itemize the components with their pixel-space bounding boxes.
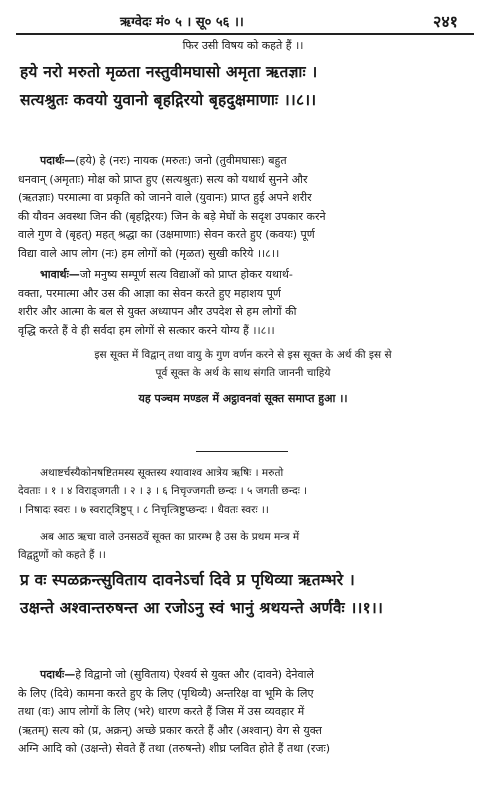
intro-line: विद्वद्गुणों को कहते हैं ।।: [18, 549, 106, 561]
page-number: २४१: [433, 12, 458, 31]
bhavartha-line: वक्ता, परमात्मा और उस की आज्ञा का सेवन करते हुए महाशय पूर्ण: [18, 286, 281, 300]
section2-mantra: [20, 568, 470, 620]
section1-padartha: [18, 152, 468, 264]
header-rule: [16, 33, 474, 35]
padartha-line: (ऋतम्) सत्य को (प्र, अक्रन्) अच्छे प्रकार करते हैं और (अश्वान्) वेग से युक्त: [18, 723, 322, 737]
padartha-label: पदार्थः—: [40, 668, 76, 681]
meta-line: । निषादः स्वरः । ७ स्वराट्त्रिष्टुप् । ८ निचृत्त्रिष्टुप्छन्दः । धैवतः स्वरः ।।: [18, 503, 269, 516]
padartha-line: के लिए (दिवे) कामना करते हुए के लिए (पृथिव्यै) अन्तरिक्ष वा भूमि के लिए: [18, 686, 314, 700]
mantra-line: प्र वः स्पळक्रन्त्सुविताय दावनेऽर्चा दिवे प्र पृथिव्या ऋतम्भरे ।: [20, 571, 355, 589]
mantra-line: सत्यश्रुतः कवयो युवानो बृहद्गिरयो बृहदुक्षमाणाः ।।८।।: [20, 91, 317, 109]
section2-intro: [18, 528, 468, 564]
intro-line: अब आठ ऋचा वाले उनसठवें सूक्त का प्रारम्भ है उस के प्रथम मन्त्र में: [40, 531, 300, 543]
padartha-line: तथा (वः) आप लोगों के लिए (भरे) धारण करते हैं जिस में उस व्यवहार में: [18, 705, 305, 719]
section1-intro: फिर उसी विषय को कहते हैं ।।: [182, 39, 304, 52]
mantra-line: हये नरो मरुतो मृळता नस्तुवीमघासो अमृता ऋतज्ञाः ।: [20, 63, 318, 81]
page-header: [0, 8, 484, 34]
padartha-line: विद्या वाले आप लोग (नः) हम लोगों को (मृळत) सुखी करिये ।।८।।: [18, 246, 280, 260]
padartha-line: पदार्थः—(हये) हे (नरः) नायक (मरुतः) जनो (तुवीमघासः) बहुत: [40, 154, 287, 167]
padartha-line: की यौवन अवस्था जिन की (बृहद्गिरयः) जिन के बड़े मेघों के सदृश उपकार करने: [18, 209, 326, 223]
section2-metadata: [18, 464, 468, 519]
padartha-line: वाले गुण वे (बृहत्) महत् श्रद्धा का (उक्षमाणाः) सेवन करते हुए (कवयः) पूर्ण: [18, 228, 315, 242]
bhavartha-line: वृद्धि करते हैं वे ही सर्वदा हम लोगों से सत्कार करने योग्य हैं ।।८।।: [18, 323, 275, 337]
padartha-label: पदार्थः—: [40, 154, 76, 167]
bhavartha-label: भावार्थः—: [40, 268, 80, 281]
padartha-line: पदार्थः—हे विद्वानो जो (सुविताय) ऐश्वर्य से युक्त और (दावने) देनेवाले: [40, 668, 314, 681]
bhavartha-line: शरीर और आत्मा के बल से युक्त अध्यापन और उपदेश से हम लोगों की: [18, 305, 297, 319]
mantra-line: उक्षन्ते अश्वान्तरुषन्त आ रजोऽनु स्वं भानुं श्रथयन्ते अर्णवैः ।।१।।: [20, 599, 384, 617]
padartha-line: (ऋतज्ञाः) परमात्मा वा प्रकृति को जानने वाले (युवानः) प्राप्त हुई अपने शरीर: [18, 191, 312, 205]
sukta-closing: यह पञ्चम मण्डल में अट्ठावनवां सूक्त समाप्त हुआ ।।: [138, 392, 348, 405]
bhavartha-line: भावार्थः—जो मनुष्य सम्पूर्ण सत्य विद्याओं को प्राप्त होकर यथार्थ-: [40, 268, 293, 281]
meta-line: अथाष्टर्चस्यैकोनषष्टितमस्य सूक्तस्य श्यावाश्व आत्रेय ऋषिः । मरुतो: [40, 467, 284, 479]
padartha-line: अग्नि आदि को (उक्षन्ते) सेवते हैं तथा (तरुषन्ते) शीघ्र प्लवित होते हैं तथा (रजः): [18, 742, 331, 756]
section2-padartha: [18, 666, 468, 759]
section1-note: [18, 346, 468, 382]
note-line: पूर्व सूक्त के अर्थ के साथ संगति जाननी चाहिये: [155, 367, 331, 379]
section1-bhavartha: [18, 266, 468, 340]
padartha-line: धनवान् (अमृताः) मोक्ष को प्राप्त हुए (सत्यश्रुतः) सत्य को यथार्थ सुनने और: [18, 172, 308, 186]
section-divider: [196, 451, 288, 452]
note-line: इस सूक्त में विद्वान् तथा वायु के गुण वर्णन करने से इस सूक्त के अर्थ की इस से: [94, 349, 392, 361]
running-title: ऋग्वेदः मं० ५ । सू० ५६ ।।: [120, 15, 244, 30]
meta-line: देवताः । १ । ४ विराड्जगती । २ । ३ । ६ निचृज्जगती छन्दः । ५ जगती छन्दः ।: [18, 485, 308, 498]
section1-mantra: [20, 60, 470, 112]
